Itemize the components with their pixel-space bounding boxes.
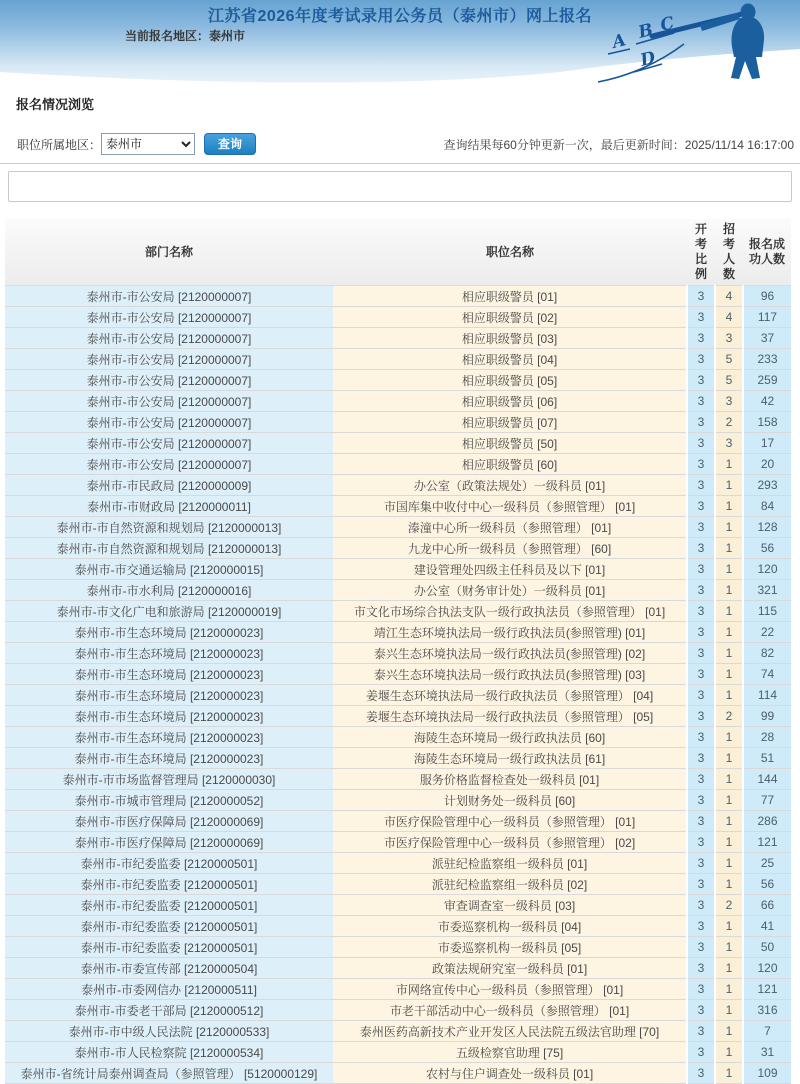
position-cell: 派驻纪检监察组一级科员 [01] (333, 853, 687, 874)
successful-applicants-cell: 56 (743, 874, 791, 895)
table-row (5, 811, 791, 832)
successful-applicants-cell: 293 (743, 475, 791, 496)
position-cell: 姜堰生态环境执法局一级行政执法员（参照管理） [05] (333, 706, 687, 727)
position-cell: 相应职级警员 [07] (333, 412, 687, 433)
successful-applicants-cell: 99 (743, 706, 791, 727)
openings-cell: 1 (715, 538, 743, 559)
department-cell: 泰州市-市生态环境局 [2120000023] (5, 664, 333, 685)
table-row (5, 349, 791, 370)
position-cell: 市委巡察机构一级科员 [05] (333, 937, 687, 958)
openings-cell: 1 (715, 937, 743, 958)
table-row (5, 538, 791, 559)
exam-ratio-cell: 3 (687, 454, 715, 475)
department-cell: 泰州市-市城市管理局 [2120000052] (5, 790, 333, 811)
successful-applicants-cell: 121 (743, 979, 791, 1000)
exam-ratio-cell: 3 (687, 748, 715, 769)
exam-ratio-cell: 3 (687, 349, 715, 370)
openings-cell: 1 (715, 958, 743, 979)
exam-ratio-cell: 3 (687, 307, 715, 328)
position-cell: 市国库集中收付中心一级科员（参照管理） [01] (333, 496, 687, 517)
successful-applicants-cell: 41 (743, 916, 791, 937)
table-row (5, 643, 791, 664)
openings-cell: 1 (715, 601, 743, 622)
doodle-letter-b: B (636, 19, 656, 43)
table-row (5, 1021, 791, 1042)
department-cell: 泰州市-市自然资源和规划局 [2120000013] (5, 538, 333, 559)
exam-ratio-cell: 3 (687, 706, 715, 727)
position-cell: 泰州医药高新技术产业开发区人民法院五级法官助理 [70] (333, 1021, 687, 1042)
position-cell: 九龙中心所一级科员（参照管理） [60] (333, 538, 687, 559)
successful-applicants-cell: 51 (743, 748, 791, 769)
successful-applicants-cell: 120 (743, 559, 791, 580)
exam-ratio-cell: 3 (687, 937, 715, 958)
table-row (5, 496, 791, 517)
header-successful-applicants: 报名成功人数 (743, 219, 791, 286)
position-cell: 市文化市场综合执法支队一级行政执法员（参照管理） [01] (333, 601, 687, 622)
table-row (5, 517, 791, 538)
divider (0, 163, 800, 164)
position-cell: 靖江生态环境执法局一级行政执法员(参照管理) [01] (333, 622, 687, 643)
openings-cell: 3 (715, 391, 743, 412)
table-row (5, 895, 791, 916)
successful-applicants-cell: 28 (743, 727, 791, 748)
successful-applicants-cell: 84 (743, 496, 791, 517)
table-row (5, 370, 791, 391)
openings-cell: 4 (715, 307, 743, 328)
exam-ratio-cell: 3 (687, 391, 715, 412)
position-cell: 办公室（政策法规处）一级科员 [01] (333, 475, 687, 496)
page-banner (0, 0, 800, 86)
exam-ratio-cell: 3 (687, 433, 715, 454)
exam-ratio-cell: 3 (687, 874, 715, 895)
openings-cell: 5 (715, 370, 743, 391)
position-cell: 溱潼中心所一级科员（参照管理） [01] (333, 517, 687, 538)
department-cell: 泰州市-市中级人民法院 [2120000533] (5, 1021, 333, 1042)
exam-ratio-cell: 3 (687, 286, 715, 307)
table-row (5, 454, 791, 475)
successful-applicants-cell: 114 (743, 685, 791, 706)
table-row (5, 433, 791, 454)
table-row (5, 412, 791, 433)
department-cell: 泰州市-市交通运输局 [2120000015] (5, 559, 333, 580)
department-cell: 泰州市-市公安局 [2120000007] (5, 349, 333, 370)
position-cell: 农村与住户调查处一级科员 [01] (333, 1063, 687, 1084)
openings-cell: 1 (715, 685, 743, 706)
position-cell: 相应职级警员 [03] (333, 328, 687, 349)
position-cell: 海陵生态环境局一级行政执法员 [60] (333, 727, 687, 748)
exam-ratio-cell: 3 (687, 979, 715, 1000)
exam-ratio-cell: 3 (687, 580, 715, 601)
position-cell: 市老干部活动中心一级科员（参照管理） [01] (333, 1000, 687, 1021)
department-cell: 泰州市-市纪委监委 [2120000501] (5, 937, 333, 958)
exam-ratio-cell: 3 (687, 538, 715, 559)
successful-applicants-cell: 115 (743, 601, 791, 622)
openings-cell: 1 (715, 664, 743, 685)
position-cell: 泰兴生态环境执法局一级行政执法员(参照管理) [03] (333, 664, 687, 685)
department-cell: 泰州市-省统计局泰州调查局（参照管理） [5120000129] (5, 1063, 333, 1084)
openings-cell: 2 (715, 706, 743, 727)
header-openings: 招考人数 (715, 219, 743, 286)
table-row (5, 853, 791, 874)
successful-applicants-cell: 158 (743, 412, 791, 433)
openings-cell: 1 (715, 979, 743, 1000)
position-cell: 相应职级警员 [01] (333, 286, 687, 307)
exam-ratio-cell: 3 (687, 328, 715, 349)
exam-ratio-cell: 3 (687, 1042, 715, 1063)
table-header-row (5, 219, 791, 286)
department-cell: 泰州市-市委网信办 [2120000511] (5, 979, 333, 1000)
department-cell: 泰州市-市自然资源和规划局 [2120000013] (5, 517, 333, 538)
update-note: 查询结果每60分钟更新一次，最后更新时间：2025/11/14 16:17:00 (443, 137, 794, 152)
exam-ratio-cell: 3 (687, 622, 715, 643)
table-row (5, 727, 791, 748)
openings-cell: 1 (715, 517, 743, 538)
successful-applicants-cell: 20 (743, 454, 791, 475)
openings-cell: 4 (715, 286, 743, 307)
doodle-letter-a: A (610, 30, 629, 53)
position-cell: 五级检察官助理 [75] (333, 1042, 687, 1063)
successful-applicants-cell: 31 (743, 1042, 791, 1063)
position-cell: 姜堰生态环境执法局一级行政执法员（参照管理） [04] (333, 685, 687, 706)
exam-ratio-cell: 3 (687, 811, 715, 832)
table-row (5, 790, 791, 811)
exam-ratio-cell: 3 (687, 1063, 715, 1084)
department-cell: 泰州市-市公安局 [2120000007] (5, 286, 333, 307)
department-cell: 泰州市-市公安局 [2120000007] (5, 370, 333, 391)
successful-applicants-cell: 128 (743, 517, 791, 538)
openings-cell: 1 (715, 853, 743, 874)
openings-cell: 3 (715, 433, 743, 454)
successful-applicants-cell: 144 (743, 769, 791, 790)
openings-cell: 1 (715, 1000, 743, 1021)
department-cell: 泰州市-市生态环境局 [2120000023] (5, 685, 333, 706)
department-cell: 泰州市-市水利局 [2120000016] (5, 580, 333, 601)
exam-ratio-cell: 3 (687, 559, 715, 580)
openings-cell: 1 (715, 643, 743, 664)
exam-ratio-cell: 3 (687, 895, 715, 916)
department-cell: 泰州市-市纪委监委 [2120000501] (5, 895, 333, 916)
department-cell: 泰州市-市医疗保障局 [2120000069] (5, 832, 333, 853)
position-cell: 派驻纪检监察组一级科员 [02] (333, 874, 687, 895)
region-select[interactable] (101, 133, 195, 155)
current-region-label: 当前报名地区： (125, 29, 210, 43)
table-row (5, 1063, 791, 1084)
table-row (5, 937, 791, 958)
successful-applicants-cell: 56 (743, 538, 791, 559)
successful-applicants-cell: 82 (743, 643, 791, 664)
openings-cell: 1 (715, 769, 743, 790)
department-cell: 泰州市-市民政局 [2120000009] (5, 475, 333, 496)
position-cell: 审查调查室一级科员 [03] (333, 895, 687, 916)
exam-ratio-cell: 3 (687, 643, 715, 664)
exam-ratio-cell: 3 (687, 517, 715, 538)
openings-cell: 1 (715, 1021, 743, 1042)
exam-ratio-cell: 3 (687, 475, 715, 496)
exam-ratio-cell: 3 (687, 496, 715, 517)
openings-cell: 1 (715, 832, 743, 853)
department-cell: 泰州市-市委宣传部 [2120000504] (5, 958, 333, 979)
position-cell: 相应职级警员 [06] (333, 391, 687, 412)
exam-ratio-cell: 3 (687, 664, 715, 685)
table-row (5, 580, 791, 601)
successful-applicants-cell: 316 (743, 1000, 791, 1021)
table-row (5, 832, 791, 853)
successful-applicants-cell: 25 (743, 853, 791, 874)
successful-applicants-cell: 109 (743, 1063, 791, 1084)
department-cell: 泰州市-市医疗保障局 [2120000069] (5, 811, 333, 832)
table-row (5, 559, 791, 580)
table-row (5, 328, 791, 349)
doodle-letter-c: C (658, 13, 677, 36)
header-exam-ratio: 开考比例 (687, 219, 715, 286)
position-cell: 计划财务处一级科员 [60] (333, 790, 687, 811)
table-row (5, 748, 791, 769)
position-cell: 市委巡察机构一级科员 [04] (333, 916, 687, 937)
position-cell: 服务价格监督检查处一级科员 [01] (333, 769, 687, 790)
table-row (5, 622, 791, 643)
successful-applicants-cell: 77 (743, 790, 791, 811)
department-cell: 泰州市-市市场监督管理局 [2120000030] (5, 769, 333, 790)
header-position: 职位名称 (333, 219, 687, 286)
exam-ratio-cell: 3 (687, 601, 715, 622)
openings-cell: 3 (715, 328, 743, 349)
exam-ratio-cell: 3 (687, 769, 715, 790)
region-filter-label: 职位所属地区： (17, 137, 102, 152)
successful-applicants-cell: 42 (743, 391, 791, 412)
openings-cell: 1 (715, 559, 743, 580)
position-cell: 市医疗保险管理中心一级科员（参照管理） [02] (333, 832, 687, 853)
openings-cell: 1 (715, 874, 743, 895)
department-cell: 泰州市-市生态环境局 [2120000023] (5, 727, 333, 748)
table-row (5, 685, 791, 706)
page-title: 江苏省2026年度考试录用公务员（泰州市）网上报名 (207, 8, 593, 25)
exam-ratio-cell: 3 (687, 685, 715, 706)
successful-applicants-cell: 17 (743, 433, 791, 454)
position-cell: 相应职级警员 [05] (333, 370, 687, 391)
department-cell: 泰州市-市财政局 [2120000011] (5, 496, 333, 517)
department-cell: 泰州市-市生态环境局 [2120000023] (5, 622, 333, 643)
position-cell: 政策法规研究室一级科员 [01] (333, 958, 687, 979)
department-cell: 泰州市-市生态环境局 [2120000023] (5, 706, 333, 727)
position-cell: 办公室（财务审计处）一级科员 [01] (333, 580, 687, 601)
position-cell: 相应职级警员 [60] (333, 454, 687, 475)
department-cell: 泰州市-市公安局 [2120000007] (5, 307, 333, 328)
table-row (5, 307, 791, 328)
position-cell: 海陵生态环境局一级行政执法员 [61] (333, 748, 687, 769)
position-cell: 泰兴生态环境执法局一级行政执法员(参照管理) [02] (333, 643, 687, 664)
successful-applicants-cell: 259 (743, 370, 791, 391)
table-row (5, 958, 791, 979)
openings-cell: 1 (715, 916, 743, 937)
department-cell: 泰州市-市公安局 [2120000007] (5, 391, 333, 412)
successful-applicants-cell: 37 (743, 328, 791, 349)
table-row (5, 664, 791, 685)
openings-cell: 1 (715, 1063, 743, 1084)
department-cell: 泰州市-市纪委监委 [2120000501] (5, 853, 333, 874)
successful-applicants-cell: 66 (743, 895, 791, 916)
position-cell: 市网络宣传中心一级科员（参照管理） [01] (333, 979, 687, 1000)
department-cell: 泰州市-市公安局 [2120000007] (5, 328, 333, 349)
current-region-value: 泰州市 (209, 29, 246, 43)
successful-applicants-cell: 233 (743, 349, 791, 370)
openings-cell: 2 (715, 895, 743, 916)
exam-ratio-cell: 3 (687, 727, 715, 748)
table-row (5, 1042, 791, 1063)
department-cell: 泰州市-市公安局 [2120000007] (5, 412, 333, 433)
successful-applicants-cell: 74 (743, 664, 791, 685)
current-region-line (125, 27, 245, 44)
department-cell: 泰州市-市人民检察院 [2120000534] (5, 1042, 333, 1063)
department-cell: 泰州市-市纪委监委 [2120000501] (5, 874, 333, 895)
openings-cell: 5 (715, 349, 743, 370)
table-row (5, 979, 791, 1000)
successful-applicants-cell: 121 (743, 832, 791, 853)
table-row (5, 286, 791, 307)
successful-applicants-cell: 120 (743, 958, 791, 979)
openings-cell: 1 (715, 790, 743, 811)
successful-applicants-cell: 286 (743, 811, 791, 832)
openings-cell: 1 (715, 811, 743, 832)
position-cell: 相应职级警员 [02] (333, 307, 687, 328)
exam-ratio-cell: 3 (687, 790, 715, 811)
position-cell: 市医疗保险管理中心一级科员（参照管理） [01] (333, 811, 687, 832)
openings-cell: 1 (715, 475, 743, 496)
table-row (5, 916, 791, 937)
openings-cell: 1 (715, 454, 743, 475)
position-cell: 相应职级警员 [50] (333, 433, 687, 454)
openings-cell: 1 (715, 727, 743, 748)
result-message-box (8, 171, 792, 202)
exam-ratio-cell: 3 (687, 916, 715, 937)
table-row (5, 706, 791, 727)
exam-ratio-cell: 3 (687, 832, 715, 853)
exam-ratio-cell: 3 (687, 412, 715, 433)
department-cell: 泰州市-市生态环境局 [2120000023] (5, 643, 333, 664)
position-cell: 相应职级警员 [04] (333, 349, 687, 370)
successful-applicants-cell: 321 (743, 580, 791, 601)
successful-applicants-cell: 7 (743, 1021, 791, 1042)
exam-ratio-cell: 3 (687, 370, 715, 391)
successful-applicants-cell: 117 (743, 307, 791, 328)
exam-ratio-cell: 3 (687, 853, 715, 874)
doodle-letter-d: D (638, 47, 658, 71)
openings-cell: 2 (715, 412, 743, 433)
successful-applicants-cell: 96 (743, 286, 791, 307)
table-body (5, 286, 791, 1084)
exam-ratio-cell: 3 (687, 1021, 715, 1042)
department-cell: 泰州市-市文化广电和旅游局 [2120000019] (5, 601, 333, 622)
positions-table (5, 219, 791, 1084)
openings-cell: 1 (715, 1042, 743, 1063)
table-row (5, 874, 791, 895)
filter-bar (17, 133, 794, 155)
table-row (5, 769, 791, 790)
department-cell: 泰州市-市公安局 [2120000007] (5, 433, 333, 454)
openings-cell: 1 (715, 580, 743, 601)
table-row (5, 475, 791, 496)
position-cell: 建设管理处四级主任科员及以下 [01] (333, 559, 687, 580)
query-button[interactable]: 查询 (204, 133, 256, 155)
table-row (5, 601, 791, 622)
department-cell: 泰州市-市纪委监委 [2120000501] (5, 916, 333, 937)
section-title: 报名情况浏览 (16, 97, 95, 112)
department-cell: 泰州市-市生态环境局 [2120000023] (5, 748, 333, 769)
table-row (5, 391, 791, 412)
successful-applicants-cell: 22 (743, 622, 791, 643)
header-department: 部门名称 (5, 219, 333, 286)
openings-cell: 1 (715, 748, 743, 769)
department-cell: 泰州市-市公安局 [2120000007] (5, 454, 333, 475)
successful-applicants-cell: 50 (743, 937, 791, 958)
openings-cell: 1 (715, 622, 743, 643)
table-row (5, 1000, 791, 1021)
openings-cell: 1 (715, 496, 743, 517)
department-cell: 泰州市-市委老干部局 [2120000512] (5, 1000, 333, 1021)
exam-ratio-cell: 3 (687, 1000, 715, 1021)
exam-ratio-cell: 3 (687, 958, 715, 979)
